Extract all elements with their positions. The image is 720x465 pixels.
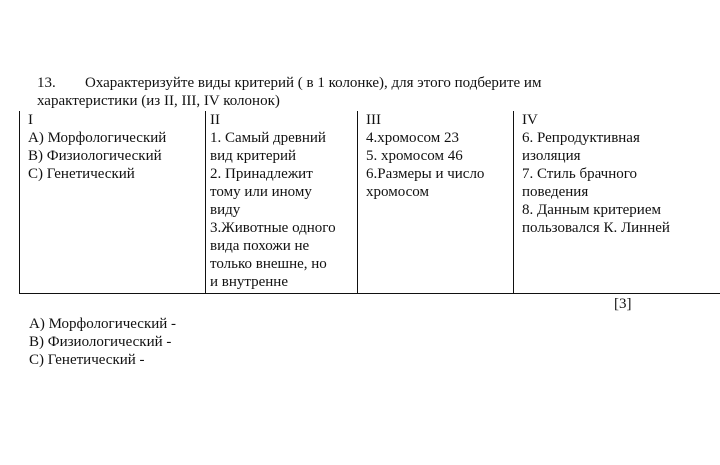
column-1-line: С) Генетический xyxy=(28,166,135,182)
column-1-line: В) Физиологический xyxy=(28,148,162,164)
column-2-line: 2. Принадлежит xyxy=(210,166,313,182)
column-2-line: тому или иному xyxy=(210,184,312,200)
table-column-4 xyxy=(513,111,720,293)
column-3-line: 4.хромосом 23 xyxy=(366,130,459,146)
column-3-line: 5. хромосом 46 xyxy=(366,148,463,164)
column-2-line: виду xyxy=(210,202,241,218)
column-2-line: и внутренне xyxy=(210,274,288,290)
column-3-line: хромосом xyxy=(366,184,429,200)
table-column-1 xyxy=(19,111,205,293)
answer-line: А) Морфологический - xyxy=(29,316,177,332)
column-3-header: III xyxy=(366,112,381,128)
question-text xyxy=(37,74,707,110)
column-4-line: 7. Стиль брачного xyxy=(522,166,638,182)
column-4-line: 8. Данным критерием xyxy=(522,202,661,218)
column-2-line: вида похожи не xyxy=(210,238,310,254)
column-4-line: изоляция xyxy=(522,148,581,164)
column-2-line: только внешне, но xyxy=(210,256,327,272)
column-2-line: 1. Самый древний xyxy=(210,130,326,146)
column-4-line: 6. Репродуктивная xyxy=(522,130,640,146)
answer-line: В) Физиологический - xyxy=(29,334,172,350)
column-1-header: I xyxy=(28,112,33,128)
column-4-line: пользовался К. Линней xyxy=(522,220,670,236)
column-1-line: А) Морфологический xyxy=(28,130,167,146)
score-marker: [3] xyxy=(614,296,632,312)
table-column-3 xyxy=(357,111,513,293)
criteria-table xyxy=(19,111,720,294)
question-number: 13. xyxy=(37,75,56,91)
table-column-2 xyxy=(205,111,359,293)
column-4-line: поведения xyxy=(522,184,589,200)
answer-line: С) Генетический - xyxy=(29,352,145,368)
answer-list xyxy=(29,315,176,369)
column-2-line: вид критерий xyxy=(210,148,297,164)
column-2-header: II xyxy=(210,112,220,128)
question-line-1 xyxy=(37,74,707,92)
question-line-1-text: Охарактеризуйте виды критерий ( в 1 колонке), для этого подберите им xyxy=(85,75,542,91)
column-2-line: 3.Животные одного xyxy=(210,220,336,236)
question-line-2: характеристики (из II, III, IV колонок) xyxy=(37,93,280,109)
column-4-header: IV xyxy=(522,112,538,128)
column-3-line: 6.Размеры и число xyxy=(366,166,485,182)
